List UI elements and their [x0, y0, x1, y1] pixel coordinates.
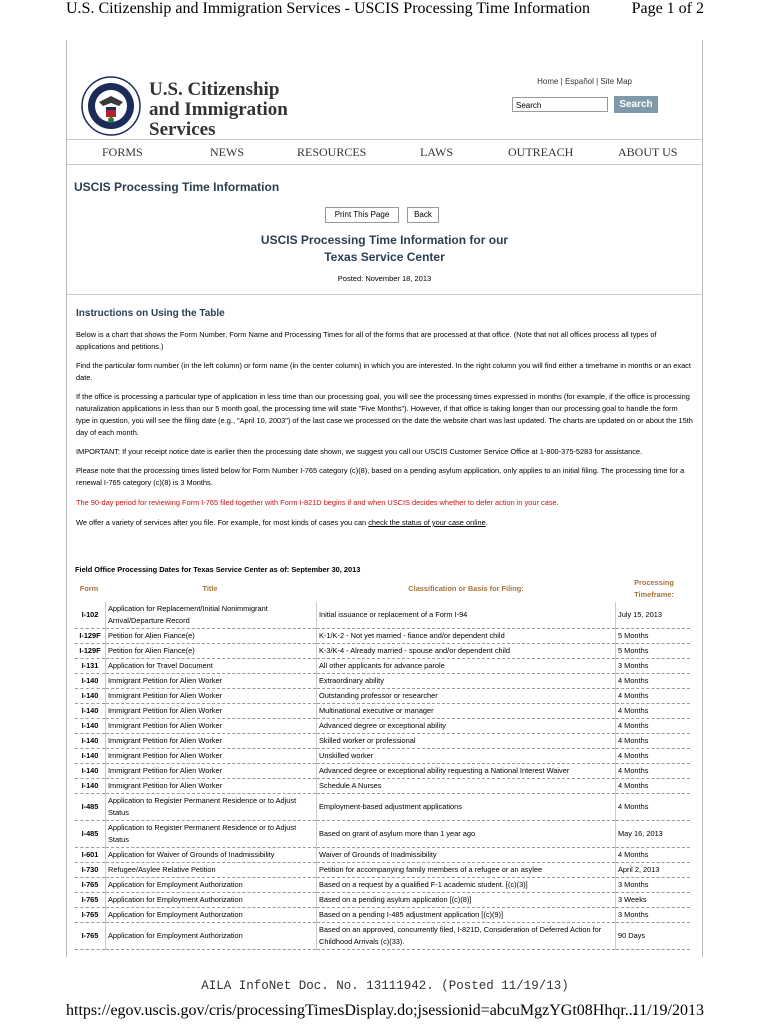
row-classification: Advanced degree or exceptional ability requesting a National Interest Waiver — [317, 764, 616, 779]
row-processing-time: July 15, 2013 — [616, 602, 691, 629]
search-button[interactable]: Search — [614, 96, 658, 113]
print-header-title: U.S. Citizenship and Immigration Services - USCIS Processing Time Information — [66, 0, 590, 17]
row-form-number: I-140 — [75, 779, 106, 794]
office-heading — [67, 232, 702, 266]
row-classification: Initial issuance or replacement of a Form I-94 — [317, 602, 616, 629]
row-classification: Based on a pending asylum application [(c)(8)] — [317, 893, 616, 908]
row-classification: Based on an approved, concurrently filed, I-821D, Consideration of Deferred Action for Childhood Arrivals (c)(33). — [317, 923, 616, 950]
important-notice: IMPORTANT: If your receipt notice date is earlier then the processing date shown, we suggest you call our USCIS Customer Service Office at 1-800-375-5283 for assistance. — [76, 447, 643, 456]
row-form-title: Immigrant Petition for Alien Worker — [106, 749, 317, 764]
row-form-title: Petition for Alien Fiance(e) — [106, 644, 317, 659]
table-row — [75, 764, 690, 779]
column-header-text: Processing — [634, 578, 674, 587]
column-header-title: Title — [202, 584, 218, 593]
row-form-title: Application to Register Permanent Residence or to Adjust Status — [106, 794, 317, 821]
table-row — [75, 602, 690, 629]
table-row — [75, 848, 690, 863]
row-form-number: I-140 — [75, 764, 106, 779]
row-processing-time: 4 Months — [616, 689, 691, 704]
row-form-number: I-140 — [75, 704, 106, 719]
instruction-paragraph: Below is a chart that shows the Form Number, Form Name and Processing Times for all of the forms that are processed at that office. (Note that not all offices process all types of applications and petitions.) — [76, 330, 657, 351]
table-row — [75, 734, 690, 749]
table-header — [75, 577, 687, 601]
row-form-title: Application to Register Permanent Residence or to Adjust Status — [106, 821, 317, 848]
row-processing-time: 3 Months — [616, 878, 691, 893]
link-separator: | — [593, 77, 601, 86]
page-title: USCIS Processing Time Information — [74, 180, 280, 194]
row-form-title: Immigrant Petition for Alien Worker — [106, 779, 317, 794]
aila-watermark: AILA InfoNet Doc. No. 13111942. (Posted 11/19/13) — [201, 979, 569, 993]
row-classification: Based on a request by a qualified F-1 academic student. [(c)(3)] — [317, 878, 616, 893]
row-form-title: Immigrant Petition for Alien Worker — [106, 734, 317, 749]
column-header-form: Form — [79, 584, 99, 593]
paragraph-text: We offer a variety of services after you file. For example, for most kinds of cases you can — [76, 518, 369, 527]
row-processing-time: 4 Months — [616, 848, 691, 863]
link-separator: | — [558, 77, 565, 86]
row-classification: Advanced degree or exceptional ability — [317, 719, 616, 734]
row-form-title: Application for Employment Authorization — [106, 923, 317, 950]
row-form-title: Application for Travel Document — [106, 659, 317, 674]
row-form-number: I-140 — [75, 674, 106, 689]
deferred-action-notice: The 90-day period for reviewing Form I-765 filed together with Form I-821D begins if and when USCIS decides whether to defer action in your case. — [76, 498, 559, 507]
row-form-title: Application for Employment Authorization — [106, 908, 317, 923]
row-form-number: I-730 — [75, 863, 106, 878]
row-classification: Outstanding professor or researcher — [317, 689, 616, 704]
row-form-number: I-140 — [75, 734, 106, 749]
agency-name — [149, 80, 288, 140]
row-classification: Petition for accompanying family members of a refugee or an asylee — [317, 863, 616, 878]
row-classification: Extraordinary ability — [317, 674, 616, 689]
nav-laws[interactable]: LAWS — [420, 145, 454, 159]
case-status-link[interactable]: check the status of your case online — [368, 518, 486, 527]
nav-news[interactable]: NEWS — [210, 145, 244, 159]
office-heading-line: Texas Service Center — [324, 250, 445, 264]
row-classification: Schedule A Nurses — [317, 779, 616, 794]
table-row — [75, 863, 690, 878]
divider — [67, 294, 702, 295]
processing-times-table — [75, 602, 690, 950]
office-heading-line: USCIS Processing Time Information for our — [260, 233, 509, 247]
instruction-paragraph: If the office is processing a particular type of application in less time than our processing goal, you will see the processing times expressed in months (for example, if the office is processing naturalization applications in less than our 5 month goal, the processing time will state "Five Months"). However, if that office is taking longer than our processing goal to handle the form type in question, you will see the filing date (e.g., "April 10, 2003") of the last case we processed on the date the website chart was last updated. The charts are updated on or about the 15th day of each month. — [76, 392, 693, 437]
row-form-number: I-765 — [75, 923, 106, 950]
instructions-heading: Instructions on Using the Table — [76, 308, 225, 319]
row-classification: K-1/K-2 - Not yet married - fiance and/or dependent child — [317, 629, 616, 644]
column-header-text: Timeframe: — [634, 590, 674, 599]
print-footer — [66, 1002, 704, 1022]
row-form-number: I-129F — [75, 644, 106, 659]
row-form-number: I-485 — [75, 794, 106, 821]
table-row — [75, 893, 690, 908]
row-classification: Employment-based adjustment applications — [317, 794, 616, 821]
row-form-title: Immigrant Petition for Alien Worker — [106, 674, 317, 689]
print-footer-date: 11/19/2013 — [631, 1002, 704, 1019]
row-form-number: I-765 — [75, 893, 106, 908]
table-row — [75, 629, 690, 644]
row-processing-time: 4 Months — [616, 749, 691, 764]
table-row — [75, 644, 690, 659]
row-form-title: Application for Replacement/Initial Nonimmigrant Arrival/Departure Record — [106, 602, 317, 629]
row-classification: Based on a pending I-485 adjustment application [(c)(9)] — [317, 908, 616, 923]
table-row — [75, 923, 690, 950]
row-form-number: I-765 — [75, 878, 106, 893]
row-form-number: I-140 — [75, 749, 106, 764]
row-form-number: I-485 — [75, 821, 106, 848]
table-row — [75, 674, 690, 689]
table-row — [75, 878, 690, 893]
row-form-title: Refugee/Asylee Relative Petition — [106, 863, 317, 878]
row-processing-time: 4 Months — [616, 794, 691, 821]
agency-name-line: Services — [149, 119, 216, 140]
row-processing-time: 4 Months — [616, 674, 691, 689]
site-map-link[interactable]: Site Map — [600, 77, 632, 86]
table-row — [75, 704, 690, 719]
row-form-title: Immigrant Petition for Alien Worker — [106, 689, 317, 704]
web-page — [66, 40, 703, 957]
row-form-number: I-140 — [75, 719, 106, 734]
row-classification: Skilled worker or professional — [317, 734, 616, 749]
row-processing-time: May 16, 2013 — [616, 821, 691, 848]
row-classification: Multinational executive or manager — [317, 704, 616, 719]
column-header-timeframe — [617, 577, 691, 601]
row-form-title: Application for Employment Authorization — [106, 893, 317, 908]
row-processing-time: 3 Months — [616, 659, 691, 674]
row-form-number: I-129F — [75, 629, 106, 644]
row-processing-time: 5 Months — [616, 644, 691, 659]
column-header-classification: Classification or Basis for Filing: — [408, 584, 524, 593]
table-row — [75, 908, 690, 923]
row-processing-time: 4 Months — [616, 719, 691, 734]
table-row — [75, 821, 690, 848]
row-form-number: I-140 — [75, 689, 106, 704]
paragraph-text: . — [485, 518, 488, 527]
main-nav — [67, 139, 702, 165]
row-classification: Unskilled worker — [317, 749, 616, 764]
row-form-number: I-765 — [75, 908, 106, 923]
print-footer-url: https://egov.uscis.gov/cris/processingTimesDisplay.do;jsessionid=abcuMgzYGt08Hhqr... — [66, 1002, 637, 1019]
table-row — [75, 749, 690, 764]
row-processing-time: April 2, 2013 — [616, 863, 691, 878]
row-form-title: Immigrant Petition for Alien Worker — [106, 764, 317, 779]
row-processing-time: 4 Months — [616, 779, 691, 794]
row-classification: K-3/K-4 - Already married - spouse and/or dependent child — [317, 644, 616, 659]
home-link[interactable]: Home — [537, 77, 559, 86]
instruction-paragraph: Please note that the processing times listed below for Form Number I-765 category (c)(8), based on a pending asylum application, only applies to an initial filing. The processing time for a renewal I-765 category (c)(8) is 3 Months. — [76, 466, 685, 487]
row-processing-time: 5 Months — [616, 629, 691, 644]
row-classification: All other applicants for advance parole — [317, 659, 616, 674]
row-form-title: Petition for Alien Fiance(e) — [106, 629, 317, 644]
row-form-title: Application for Employment Authorization — [106, 878, 317, 893]
nav-resources[interactable]: RESOURCES — [297, 145, 367, 159]
instruction-paragraph — [76, 517, 693, 529]
utility-links — [537, 77, 632, 86]
row-processing-time: 3 Weeks — [616, 893, 691, 908]
posted-date: Posted: November 18, 2013 — [337, 274, 432, 283]
row-form-title: Immigrant Petition for Alien Worker — [106, 704, 317, 719]
row-processing-time: 4 Months — [616, 764, 691, 779]
row-form-number: I-131 — [75, 659, 106, 674]
row-processing-time: 90 Days — [616, 923, 691, 950]
table-row — [75, 689, 690, 704]
row-processing-time: 4 Months — [616, 734, 691, 749]
row-form-number: I-601 — [75, 848, 106, 863]
print-page-button[interactable]: Print This Page — [325, 207, 399, 223]
nav-forms[interactable]: FORMS — [102, 145, 143, 159]
row-classification: Based on grant of asylum more than 1 year ago — [317, 821, 616, 848]
table-row — [75, 779, 690, 794]
dhs-seal-logo[interactable] — [81, 76, 141, 136]
row-processing-time: 3 Months — [616, 908, 691, 923]
back-button[interactable]: Back — [407, 207, 439, 223]
print-header — [66, 0, 704, 22]
row-form-title: Immigrant Petition for Alien Worker — [106, 719, 317, 734]
agency-name-line: U.S. Citizenship — [149, 79, 280, 100]
row-form-number: I-102 — [75, 602, 106, 629]
search-input[interactable]: Search — [512, 97, 608, 112]
agency-name-line: and Immigration — [149, 99, 288, 120]
nav-outreach[interactable]: OUTREACH — [508, 145, 574, 159]
print-header-page-number: Page 1 of 2 — [631, 0, 704, 17]
row-form-title: Application for Waiver of Grounds of Inadmissibility — [106, 848, 317, 863]
table-row — [75, 659, 690, 674]
nav-about-us[interactable]: ABOUT US — [618, 145, 678, 159]
table-row — [75, 719, 690, 734]
espanol-link[interactable]: Español — [564, 77, 594, 86]
instruction-paragraph: Find the particular form number (in the left column) or form name (in the center column) in which you are interested. In the right column you will find either a timeframe in months or an exact date. — [76, 361, 691, 382]
row-classification: Waiver of Grounds of Inadmissibility — [317, 848, 616, 863]
row-processing-time: 4 Months — [616, 704, 691, 719]
table-row — [75, 794, 690, 821]
table-caption: Field Office Processing Dates for Texas Service Center as of: September 30, 2013 — [75, 565, 361, 574]
